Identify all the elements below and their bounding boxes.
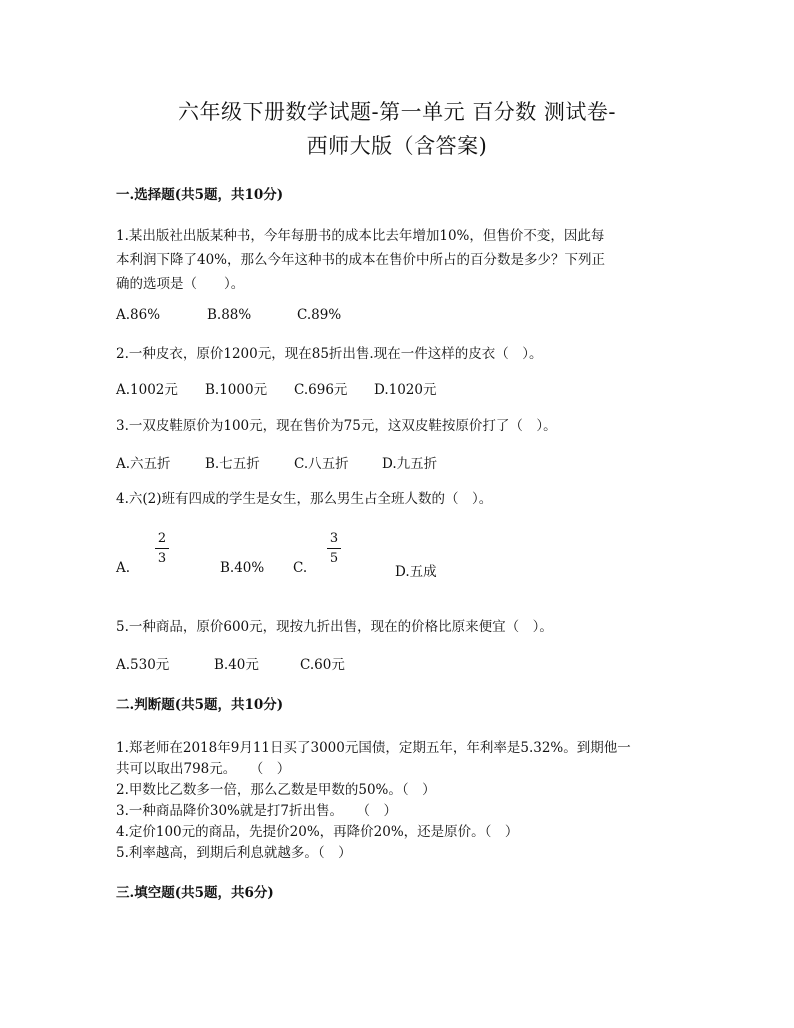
document-title-line-2: 西师大版（含答案) <box>306 134 488 158</box>
q3-option-a: A.六五折 <box>116 456 171 472</box>
q1-option-b: B.88% <box>207 307 252 323</box>
q2-text: 2.一种皮衣，原价1200元，现在85折出售.现在一件这样的皮衣（ ）。 <box>116 346 543 362</box>
section-heading-choice: 一.选择题(共5题，共10分) <box>116 187 284 203</box>
q4-fraction-a <box>155 531 169 566</box>
q4-option-a: A. <box>116 560 131 576</box>
q5-option-c: C.60元 <box>300 657 345 673</box>
tf-line-2: 共可以取出798元。 （ ） <box>116 761 291 777</box>
q3-option-c: C.八五折 <box>294 456 349 472</box>
q2-option-a: A.1002元 <box>116 382 178 398</box>
q4-text: 4.六(2)班有四成的学生是女生，那么男生占全班人数的（ ）。 <box>116 491 493 507</box>
tf-line-5: 4.定价100元的商品，先提价20%，再降价20%，还是原价。（ ） <box>116 824 519 840</box>
section-heading-true-false: 二.判断题(共5题，共10分) <box>116 697 284 713</box>
q2-option-d: D.1020元 <box>374 382 437 398</box>
fraction-numerator: 3 <box>329 531 339 546</box>
fraction-bar <box>155 548 169 549</box>
q4-fraction-c <box>327 531 341 566</box>
q3-option-b: B.七五折 <box>205 456 260 472</box>
fraction-denominator: 5 <box>329 551 339 566</box>
fraction-bar <box>327 548 341 549</box>
tf-line-4: 3.一种商品降价30%就是打7折出售。 （ ） <box>116 803 397 819</box>
q2-option-c: C.696元 <box>294 382 348 398</box>
q5-text: 5.一种商品，原价600元，现按九折出售，现在的价格比原来便宜（ ）。 <box>116 619 553 635</box>
fraction-numerator: 2 <box>157 531 167 546</box>
document-title-line-1: 六年级下册数学试题-第一单元 百分数 测试卷- <box>177 100 617 124</box>
q3-text: 3.一双皮鞋原价为100元，现在售价为75元，这双皮鞋按原价打了（ ）。 <box>116 418 557 434</box>
tf-line-6: 5.利率越高，到期后利息就越多。（ ） <box>116 845 352 861</box>
q1-option-c: C.89% <box>297 307 342 323</box>
q4-option-d: D.五成 <box>395 564 437 580</box>
q4-option-b: B.40% <box>220 560 265 576</box>
q5-option-a: A.530元 <box>116 657 170 673</box>
q1-line-3: 确的选项是（ ）。 <box>116 276 245 292</box>
q2-option-b: B.1000元 <box>205 382 268 398</box>
q1-line-1: 1.某出版社出版某种书，今年每册书的成本比去年增加10%，但售价不变，因此每 <box>116 228 605 244</box>
tf-line-3: 2.甲数比乙数多一倍，那么乙数是甲数的50%。（ ） <box>116 782 436 798</box>
section-heading-fill-blank: 三.填空题(共5题，共6分) <box>116 885 274 901</box>
q5-option-b: B.40元 <box>214 657 259 673</box>
q1-option-a: A.86% <box>116 307 161 323</box>
tf-line-1: 1.郑老师在2018年9月11日买了3000元国债，定期五年，年利率是5.32%。到期他一 <box>116 740 631 756</box>
fraction-denominator: 3 <box>157 551 167 566</box>
q1-line-2: 本利润下降了40%，那么今年这种书的成本在售价中所占的百分数是多少？下列正 <box>116 252 606 268</box>
q3-option-d: D.九五折 <box>382 456 438 472</box>
q4-option-c: C. <box>293 560 308 576</box>
